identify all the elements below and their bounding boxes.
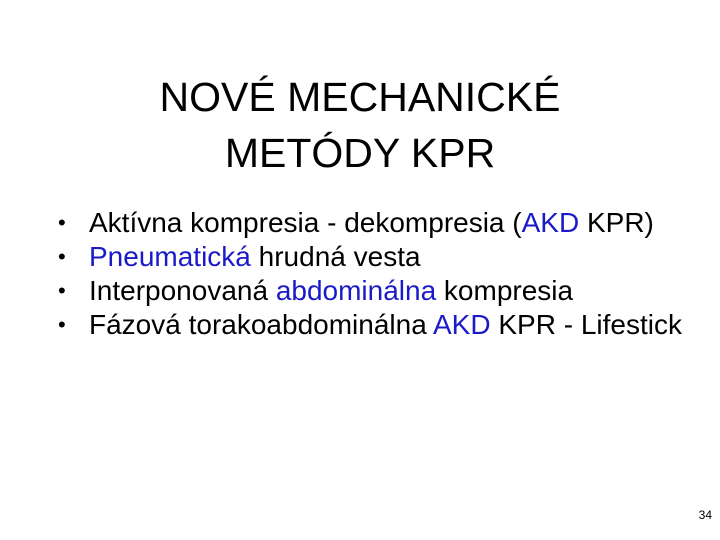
bullet-item-3 — [58, 274, 698, 308]
bullet-text: KPR) — [579, 207, 654, 238]
bullet-highlight: Pneumatická — [89, 241, 251, 272]
bullet-highlight: AKD — [433, 309, 491, 340]
bullet-item-2 — [58, 240, 698, 274]
bullet-text: kompresia — [436, 275, 574, 306]
slide-title-line-1: NOVÉ MECHANICKÉ — [159, 74, 561, 121]
slide-title — [0, 69, 720, 181]
bullet-text: Fázová torakoabdominálna — [89, 309, 433, 340]
bullet-text: Aktívna kompresia - dekompresia ( — [89, 207, 522, 238]
bullet-text: hrudná vesta — [250, 241, 421, 272]
bullet-item-1 — [58, 206, 698, 240]
slide-title-line-2: METÓDY KPR — [224, 130, 496, 177]
bullet-list — [58, 206, 698, 342]
bullet-text: KPR - Lifestick — [490, 309, 682, 340]
bullet-text: Interponovaná — [89, 275, 276, 306]
bullet-highlight: abdominálna — [275, 275, 437, 306]
bullet-item-4 — [58, 308, 698, 342]
bullet-highlight: AKD — [521, 207, 580, 238]
page-number: 34 — [698, 508, 712, 522]
